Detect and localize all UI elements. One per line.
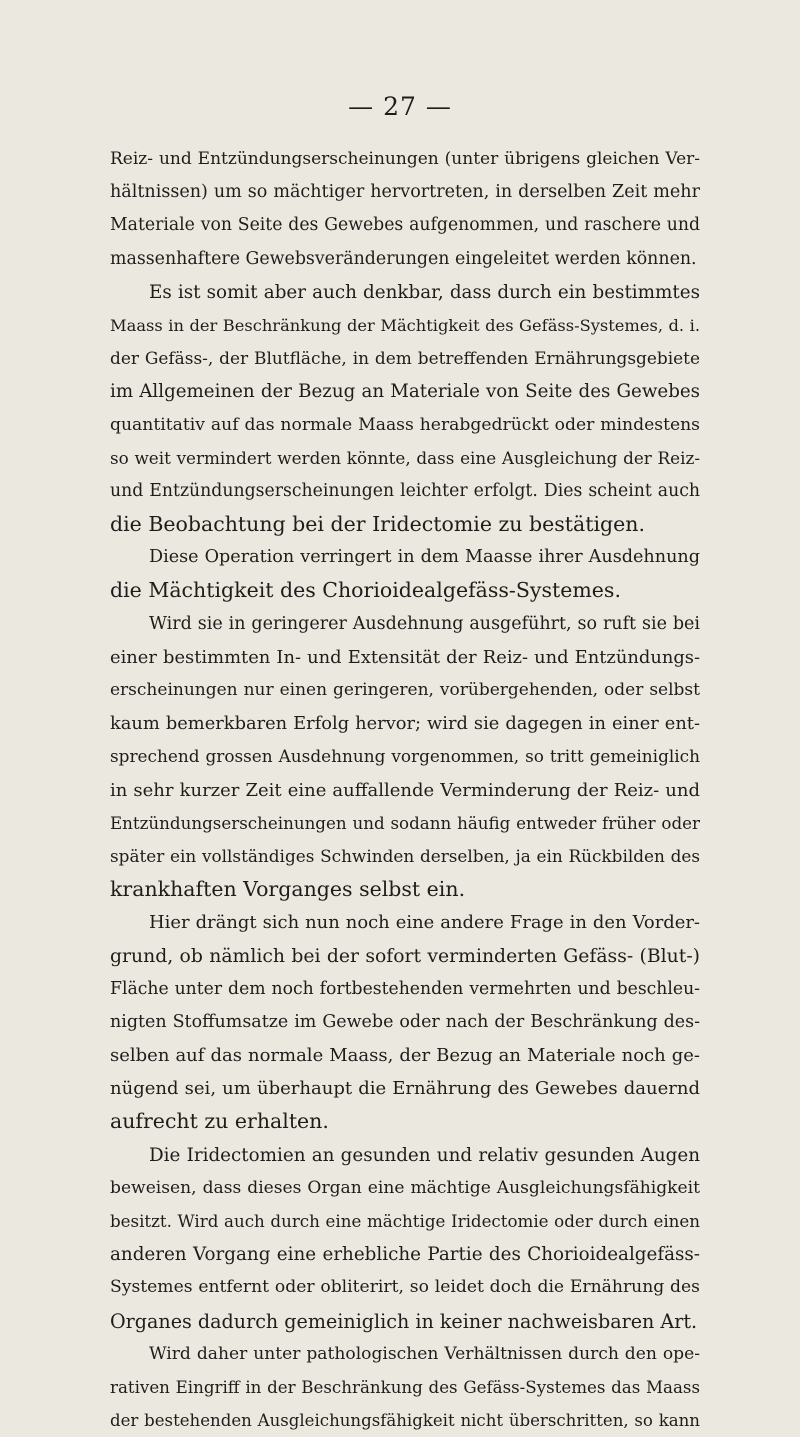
text-line: so weit vermindert werden könnte, dass eine Ausgleichung der Reiz-	[110, 447, 700, 468]
text-line: Systemes entfernt oder obliterirt, so leidet doch die Ernährung des	[110, 1277, 700, 1298]
text-line: sprechend grossen Ausdehnung vorgenommen, so tritt gemeiniglich	[110, 746, 700, 767]
text-line: quantitativ auf das normale Maass herabgedrückt oder mindestens	[110, 414, 700, 435]
text-line: hältnissen) um so mächtiger hervortreten, in derselben Zeit mehr	[110, 182, 700, 203]
text-line: Wird sie in geringerer Ausdehnung ausgeführt, so ruft sie bei	[149, 613, 700, 634]
text-line: Entzündungserscheinungen und sodann häufig entweder früher oder	[110, 812, 700, 833]
text-line: Reiz- und Entzündungserscheinungen (unter übrigens gleichen Ver-	[110, 149, 700, 169]
text-line: der Gefäss-, der Blutfläche, in dem betreffenden Ernährungsgebiete	[110, 348, 700, 369]
text-line: Hier drängt sich nun noch eine andere Frage in den Vorder-	[149, 912, 700, 934]
text-line: kaum bemerkbaren Erfolg hervor; wird sie dagegen in einer ent-	[110, 713, 700, 735]
body-text	[110, 143, 700, 1437]
text-line: im Allgemeinen der Bezug an Materiale von Seite des Gewebes	[110, 381, 700, 403]
text-line: die Beobachtung bei der Iridectomie zu bestätigen.	[110, 512, 646, 537]
text-line: grund, ob nämlich bei der sofort verminderten Gefäss- (Blut-)	[110, 945, 700, 967]
text-line: Diese Operation verringert in dem Maasse ihrer Ausdehnung	[149, 547, 700, 568]
text-line: Materiale von Seite des Gewebes aufgenommen, und raschere und	[110, 215, 700, 236]
text-line: Organes dadurch gemeiniglich in keiner nachweisbaren Art.	[110, 1309, 698, 1333]
text-line: krankhaften Vorganges selbst ein.	[110, 877, 466, 902]
text-line: aufrecht zu erhalten.	[110, 1109, 329, 1134]
text-line: besitzt. Wird auch durch eine mächtige Iridectomie oder durch einen	[110, 1212, 700, 1231]
text-line: und Entzündungserscheinungen leichter erfolgt. Dies scheint auch	[110, 480, 700, 501]
text-line: erscheinungen nur einen geringeren, vorübergehenden, oder selbst	[110, 680, 700, 700]
page-number: — 27 —	[348, 92, 452, 121]
text-line: der bestehenden Ausgleichungsfähigkeit nicht überschritten, so kann	[110, 1411, 700, 1431]
text-line: die Mächtigkeit des Chorioidealgefäss-Systemes.	[110, 578, 621, 603]
text-line: anderen Vorgang eine erhebliche Partie des Chorioidealgefäss-	[110, 1244, 700, 1266]
text-line: rativen Eingriff in der Beschränkung des Gefäss-Systemes das Maass	[110, 1377, 700, 1397]
text-line: massenhaftere Gewebsveränderungen eingeleitet werden können.	[110, 248, 697, 269]
text-line: beweisen, dass dieses Organ eine mächtige Ausgleichungsfähigkeit	[110, 1177, 700, 1198]
text-line: nügend sei, um überhaupt die Ernährung des Gewebes dauernd	[110, 1078, 700, 1100]
text-line: Fläche unter dem noch fortbestehenden vermehrten und beschleu-	[110, 978, 700, 999]
text-line: einer bestimmten In- und Extensität der Reiz- und Entzündungs-	[110, 646, 700, 668]
text-line: Wird daher unter pathologischen Verhältnissen durch den ope-	[149, 1343, 700, 1364]
text-line: Maass in der Beschränkung der Mächtigkeit des Gefäss-Systemes, d. i.	[110, 315, 700, 335]
text-line: nigten Stoffumsatze im Gewebe oder nach der Beschränkung des-	[110, 1011, 700, 1032]
text-line: in sehr kurzer Zeit eine auffallende Verminderung der Reiz- und	[110, 779, 700, 801]
text-line: Die Iridectomien an gesunden und relativ gesunden Augen	[149, 1144, 700, 1166]
text-line: selben auf das normale Maass, der Bezug an Materiale noch ge-	[110, 1045, 700, 1067]
text-line: später ein vollständiges Schwinden derselben, ja ein Rückbilden des	[110, 845, 700, 866]
text-line: Es ist somit aber auch denkbar, dass durch ein bestimmtes	[149, 281, 700, 303]
